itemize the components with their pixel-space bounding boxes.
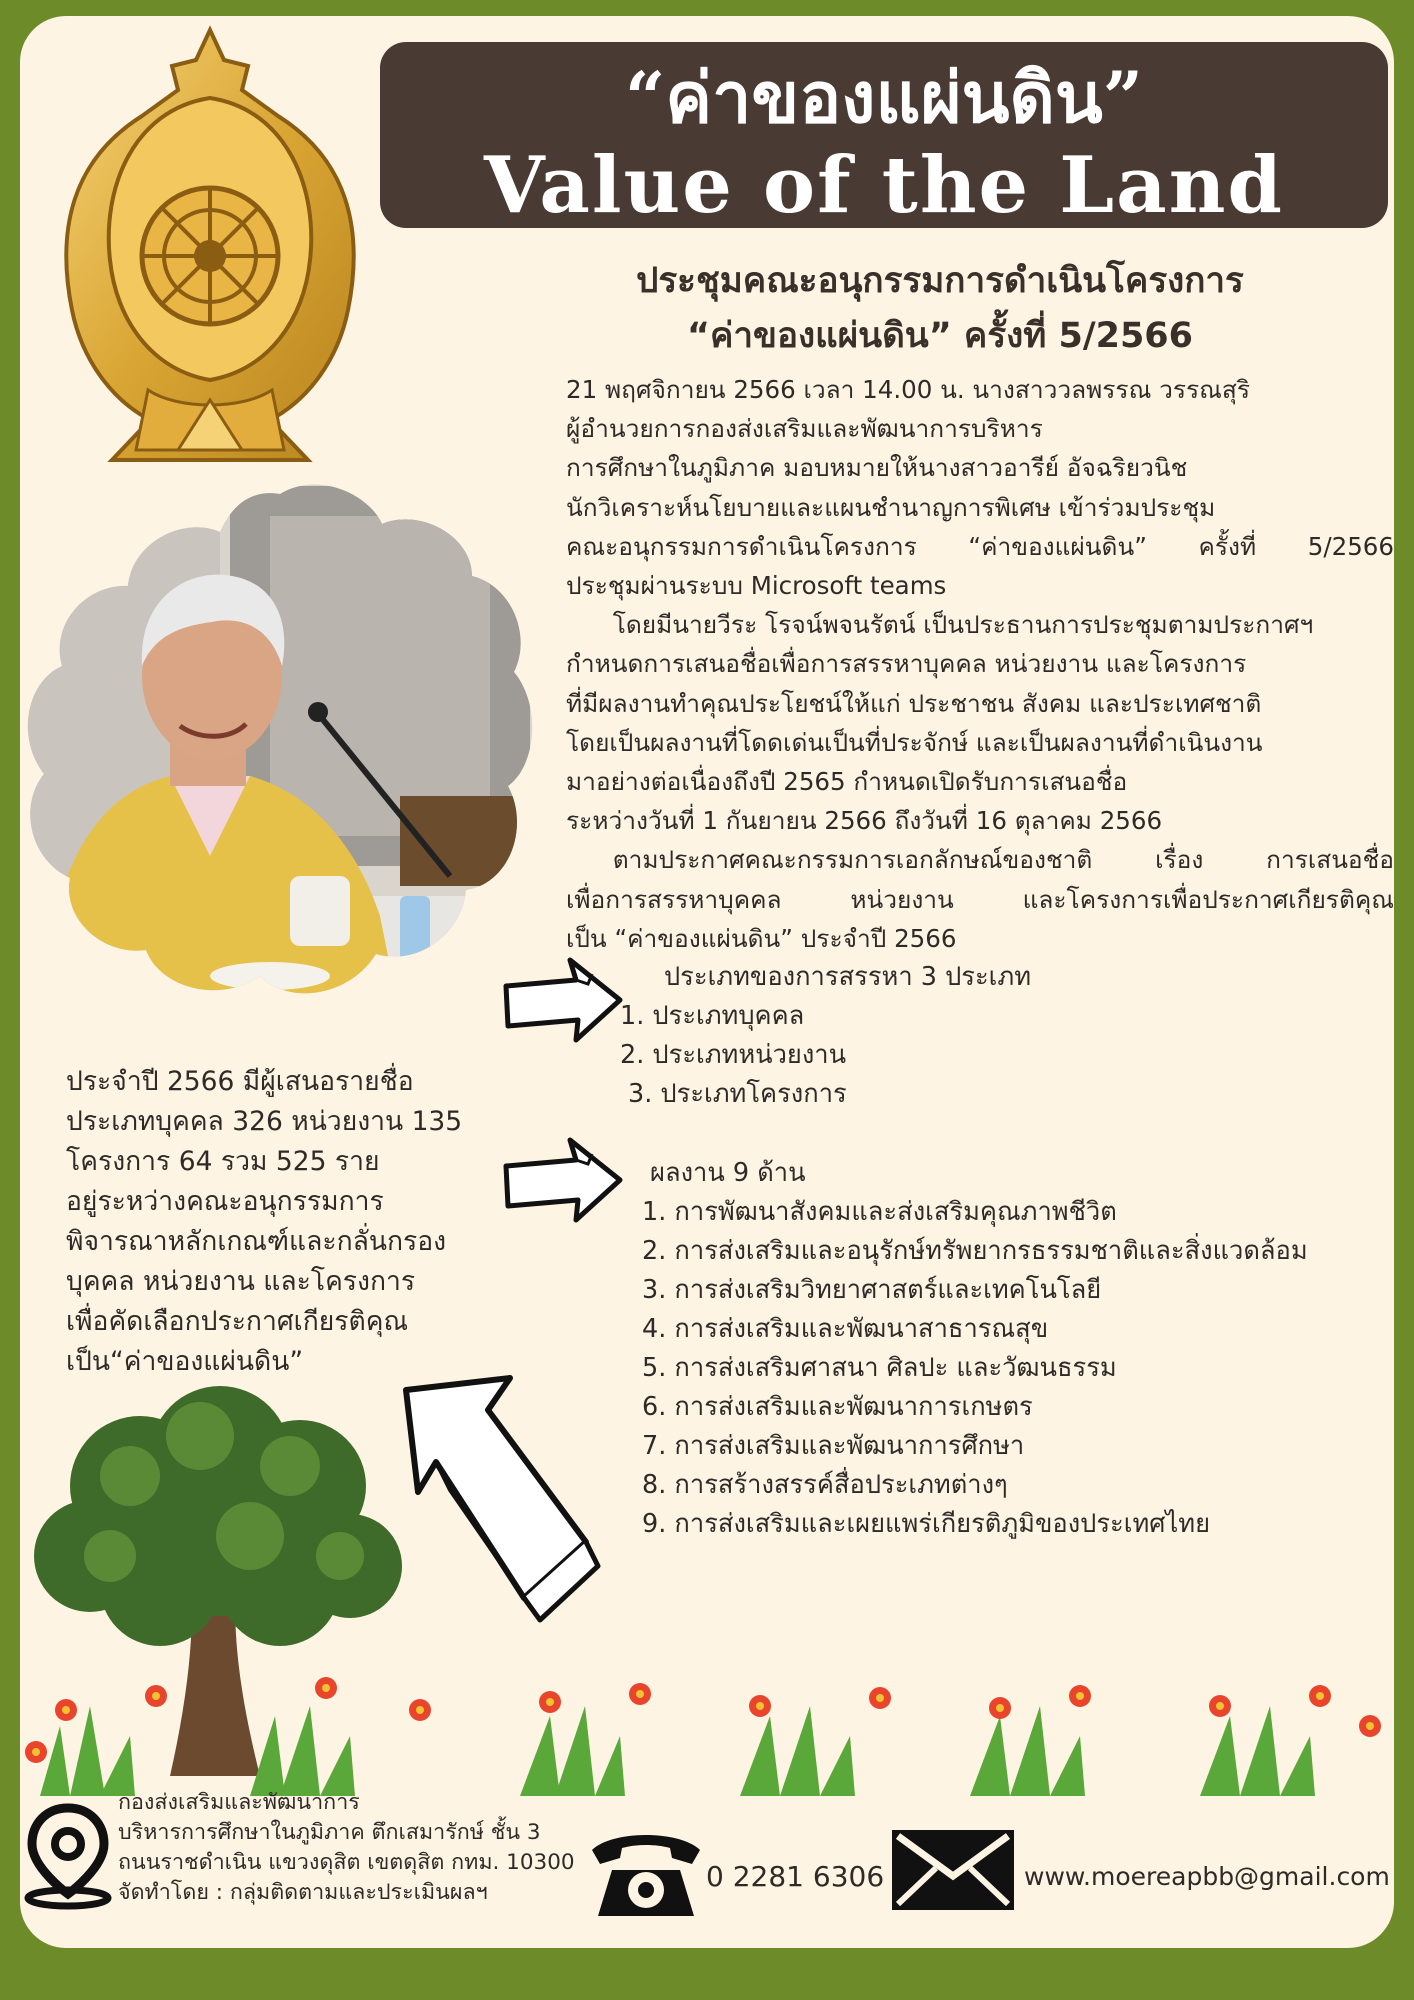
body-line: นักวิเคราะห์นโยบายและแผนชำนาญการพิเศษ เข้าร่วมประชุม bbox=[566, 492, 1216, 522]
body-line-justified bbox=[566, 527, 1394, 566]
list-item: 6. การส่งเสริมและพัฒนาการเกษตร bbox=[642, 1392, 1033, 1422]
title-english: Value of the Land bbox=[484, 140, 1284, 231]
body-line: ที่มีผลงานทำคุณประโยชน์ให้แก่ ประชาชน สังคม และประเทศชาติ bbox=[566, 688, 1262, 718]
subtitle-line: “ค่าของแผ่นดิน” ครั้งที่ 5/2566 bbox=[686, 316, 1194, 356]
address-line: ถนนราชดำเนิน แขวงดุสิต เขตดุสิต กทม. 10300 bbox=[118, 1850, 575, 1875]
title-thai: “ค่าของแผ่นดิน” bbox=[624, 56, 1144, 139]
meeting-photo bbox=[20, 476, 540, 1016]
body-word: และโครงการเพื่อประกาศเกียรติคุณ bbox=[1022, 884, 1394, 914]
body-line: โดยมีนายวีระ โรจน์พจนรัตน์ เป็นประธานการประชุมตามประกาศฯ bbox=[566, 610, 1314, 640]
summary-line: ประจำปี 2566 มีผู้เสนอรายชื่อ bbox=[66, 1066, 414, 1097]
body-word: ตามประกาศคณะกรรมการเอกลักษณ์ของชาติ bbox=[566, 845, 1093, 875]
body-word: “ค่าของแผ่นดิน” bbox=[968, 531, 1147, 561]
summary-line: โครงการ 64 รวม 525 ราย bbox=[66, 1146, 380, 1177]
body-line: ระหว่างวันที่ 1 กันยายน 2566 ถึงวันที่ 16 ตุลาคม 2566 bbox=[566, 806, 1163, 836]
body-word: หน่วยงาน bbox=[850, 884, 954, 914]
body-word: เพื่อการสรรหาบุคคล bbox=[566, 884, 782, 914]
address-line: กองส่งเสริมและพัฒนาการ bbox=[118, 1790, 360, 1815]
list-item: 7. การส่งเสริมและพัฒนาการศึกษา bbox=[642, 1431, 1025, 1461]
body-line-justified bbox=[566, 840, 1394, 879]
email-address[interactable]: www.moereapbb@gmail.com bbox=[1024, 1862, 1390, 1891]
summary-line: ประเภทบุคคล 326 หน่วยงาน 135 bbox=[66, 1106, 463, 1137]
body-line-justified bbox=[566, 880, 1394, 919]
body-line: 21 พฤศจิกายน 2566 เวลา 14.00 น. นางสาววลพรรณ วรรณสุริ bbox=[566, 375, 1251, 404]
body-paragraph bbox=[566, 370, 1394, 958]
types-list bbox=[620, 997, 847, 1114]
works-heading: ผลงาน 9 ด้าน bbox=[650, 1158, 806, 1188]
list-item: 2. ประเภทหน่วยงาน bbox=[620, 1040, 847, 1070]
body-line: การศึกษาในภูมิภาค มอบหมายให้นางสาวอารีย์ อัจฉริยวนิช bbox=[566, 453, 1188, 483]
subtitle-line: ประชุมคณะอนุกรรมการดำเนินโครงการ bbox=[636, 261, 1244, 301]
body-word: ครั้งที่ bbox=[1198, 531, 1257, 561]
location-pin-icon bbox=[20, 1798, 116, 1910]
body-word: เรื่อง bbox=[1155, 845, 1204, 875]
summary-text bbox=[66, 1062, 506, 1382]
body-word: 5/2566 bbox=[1307, 531, 1394, 561]
list-item: 3. ประเภทโครงการ bbox=[628, 1079, 847, 1109]
body-word: คณะอนุกรรมการดำเนินโครงการ bbox=[566, 531, 917, 561]
list-item: 8. การสร้างสรรค์สื่อประเภทต่างๆ bbox=[642, 1470, 1008, 1500]
body-word: การเสนอชื่อ bbox=[1266, 845, 1394, 875]
list-item: 1. การพัฒนาสังคมและส่งเสริมคุณภาพชีวิต bbox=[642, 1197, 1117, 1227]
ministry-emblem-icon bbox=[48, 20, 372, 472]
telephone-icon bbox=[582, 1826, 710, 1922]
subtitle bbox=[520, 254, 1360, 364]
poster bbox=[20, 16, 1394, 1948]
body-line: โดยเป็นผลงานที่โดดเด่นเป็นที่ประจักษ์ และเป็นผลงานที่ดำเนินงาน bbox=[566, 727, 1263, 757]
arrow-icon bbox=[390, 1366, 610, 1636]
address-line: บริหารการศึกษาในภูมิภาค ตึกเสมารักษ์ ชั้น 3 bbox=[118, 1820, 541, 1845]
address-line: จัดทำโดย : กลุ่มติดตามและประเมินผลฯ bbox=[118, 1880, 488, 1905]
list-item: 4. การส่งเสริมและพัฒนาสาธารณสุข bbox=[642, 1314, 1049, 1344]
list-item: 9. การส่งเสริมและเผยแพร่เกียรติภูมิของประเทศไทย bbox=[642, 1509, 1211, 1539]
phone-number[interactable]: 0 2281 6306 bbox=[706, 1860, 885, 1893]
list-item: 1. ประเภทบุคคล bbox=[620, 1001, 805, 1031]
body-line: เป็น “ค่าของแผ่นดิน” ประจำปี 2566 bbox=[566, 923, 957, 953]
body-line: มาอย่างต่อเนื่องถึงปี 2565 กำหนดเปิดรับการเสนอชื่อ bbox=[566, 767, 1128, 797]
summary-line: บุคคล หน่วยงาน และโครงการ bbox=[66, 1266, 416, 1297]
list-item: 5. การส่งเสริมศาสนา ศิลปะ และวัฒนธรรม bbox=[642, 1353, 1117, 1383]
summary-line: อยู่ระหว่างคณะอนุกรรมการ bbox=[66, 1186, 384, 1217]
title-banner bbox=[380, 42, 1388, 231]
address bbox=[118, 1788, 575, 1908]
summary-line: เป็น“ค่าของแผ่นดิน” bbox=[66, 1346, 304, 1377]
body-line: กำหนดการเสนอชื่อเพื่อการสรรหาบุคคล หน่วยงาน และโครงการ bbox=[566, 649, 1247, 679]
envelope-icon bbox=[888, 1826, 1018, 1914]
arrow-icon bbox=[496, 1134, 636, 1234]
summary-line: พิจารณาหลักเกณฑ์และกลั่นกรอง bbox=[66, 1226, 447, 1257]
body-line: ประชุมผ่านระบบ Microsoft teams bbox=[566, 571, 947, 601]
arrow-icon bbox=[496, 954, 636, 1054]
summary-line: เพื่อคัดเลือกประกาศเกียรติคุณ bbox=[66, 1306, 409, 1337]
types-heading: ประเภทของการสรรหา 3 ประเภท bbox=[664, 962, 1031, 992]
flower-icon bbox=[20, 1666, 1394, 1806]
body-line: ผู้อำนวยการกองส่งเสริมและพัฒนาการบริหาร bbox=[566, 414, 1043, 444]
list-item: 2. การส่งเสริมและอนุรักษ์ทรัพยากรธรรมชาติและสิ่งแวดล้อม bbox=[642, 1236, 1308, 1266]
list-item: 3. การส่งเสริมวิทยาศาสตร์และเทคโนโลยี bbox=[642, 1275, 1102, 1305]
works-list bbox=[642, 1193, 1308, 1544]
